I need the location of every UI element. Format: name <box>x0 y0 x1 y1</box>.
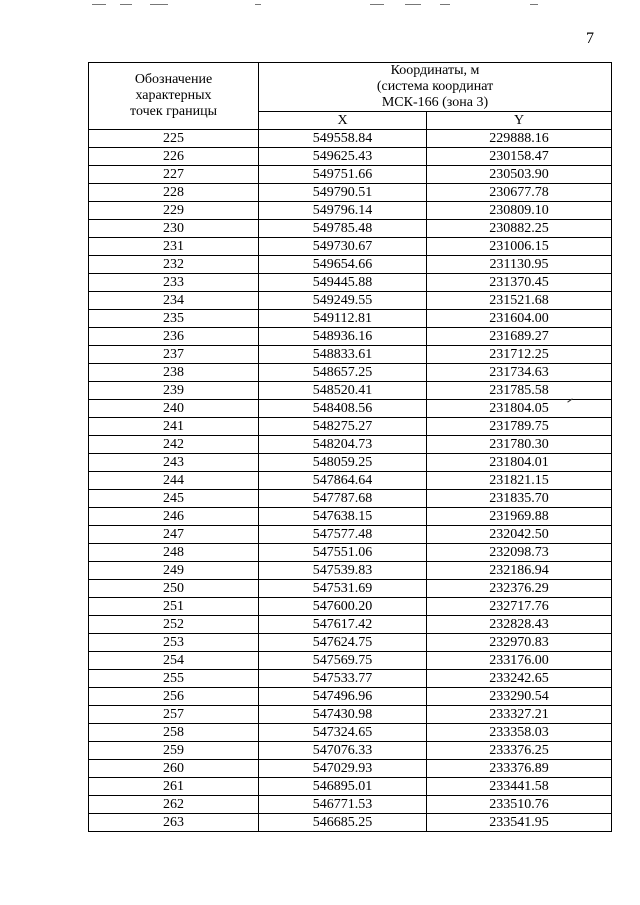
x-cell: 549785.48 <box>259 220 427 238</box>
header-designation-line-3: точек границы <box>130 104 217 119</box>
table-row <box>89 310 612 328</box>
table-row <box>89 796 612 814</box>
point-id-cell: 259 <box>89 742 259 760</box>
y-cell: 231969.88 <box>427 508 612 526</box>
x-cell: 549112.81 <box>259 310 427 328</box>
x-cell: 546685.25 <box>259 814 427 832</box>
y-cell: 231006.15 <box>427 238 612 256</box>
header-coords-line-3: МСК-166 (зона 3) <box>381 95 489 110</box>
header-coordinates <box>259 63 612 112</box>
table-row <box>89 328 612 346</box>
header-y: Y <box>427 112 612 130</box>
table-row <box>89 778 612 796</box>
y-cell: 231835.70 <box>427 490 612 508</box>
table-body <box>89 130 612 832</box>
scan-artifact-marks <box>0 4 640 8</box>
y-cell: 231804.01 <box>427 454 612 472</box>
table-row <box>89 760 612 778</box>
table-row <box>89 652 612 670</box>
point-id-cell: 261 <box>89 778 259 796</box>
y-cell: 233441.58 <box>427 778 612 796</box>
table-row <box>89 508 612 526</box>
x-cell: 547624.75 <box>259 634 427 652</box>
x-cell: 548204.73 <box>259 436 427 454</box>
table-row <box>89 274 612 292</box>
point-id-cell: 248 <box>89 544 259 562</box>
y-cell: 231604.00 <box>427 310 612 328</box>
point-id-cell: 263 <box>89 814 259 832</box>
table-row <box>89 724 612 742</box>
x-cell: 547638.15 <box>259 508 427 526</box>
x-cell: 547029.93 <box>259 760 427 778</box>
x-cell: 549730.67 <box>259 238 427 256</box>
table-row <box>89 418 612 436</box>
y-cell: 233242.65 <box>427 670 612 688</box>
x-cell: 549790.51 <box>259 184 427 202</box>
y-cell: 229888.16 <box>427 130 612 148</box>
y-cell: 230158.47 <box>427 148 612 166</box>
x-cell: 547539.83 <box>259 562 427 580</box>
x-cell: 548833.61 <box>259 346 427 364</box>
y-cell: 230882.25 <box>427 220 612 238</box>
y-cell: 233510.76 <box>427 796 612 814</box>
y-cell: 232186.94 <box>427 562 612 580</box>
point-id-cell: 233 <box>89 274 259 292</box>
x-cell: 548059.25 <box>259 454 427 472</box>
x-cell: 548657.25 <box>259 364 427 382</box>
y-cell: 233327.21 <box>427 706 612 724</box>
x-cell: 548408.56 <box>259 400 427 418</box>
table-row <box>89 814 612 832</box>
table-row <box>89 562 612 580</box>
y-cell: 231130.95 <box>427 256 612 274</box>
point-id-cell: 253 <box>89 634 259 652</box>
point-id-cell: 226 <box>89 148 259 166</box>
y-cell: 231712.25 <box>427 346 612 364</box>
point-id-cell: 240 <box>89 400 259 418</box>
x-cell: 548936.16 <box>259 328 427 346</box>
y-cell: 233176.00 <box>427 652 612 670</box>
point-id-cell: 241 <box>89 418 259 436</box>
header-x: X <box>259 112 427 130</box>
table-row <box>89 364 612 382</box>
table-row <box>89 166 612 184</box>
x-cell: 549751.66 <box>259 166 427 184</box>
page-number: 7 <box>586 30 594 47</box>
point-id-cell: 229 <box>89 202 259 220</box>
x-cell: 547787.68 <box>259 490 427 508</box>
point-id-cell: 235 <box>89 310 259 328</box>
y-cell: 231821.15 <box>427 472 612 490</box>
table-row <box>89 382 612 400</box>
point-id-cell: 256 <box>89 688 259 706</box>
point-id-cell: 249 <box>89 562 259 580</box>
x-cell: 548275.27 <box>259 418 427 436</box>
y-cell: 232970.83 <box>427 634 612 652</box>
x-cell: 547600.20 <box>259 598 427 616</box>
point-id-cell: 250 <box>89 580 259 598</box>
point-id-cell: 230 <box>89 220 259 238</box>
y-cell: 231689.27 <box>427 328 612 346</box>
table-row <box>89 400 612 418</box>
point-id-cell: 255 <box>89 670 259 688</box>
point-id-cell: 258 <box>89 724 259 742</box>
table-row <box>89 220 612 238</box>
table-row <box>89 202 612 220</box>
x-cell: 549654.66 <box>259 256 427 274</box>
table-row <box>89 238 612 256</box>
x-cell: 548520.41 <box>259 382 427 400</box>
y-cell: 231785.58 <box>427 382 612 400</box>
table-row <box>89 634 612 652</box>
y-cell: 231521.68 <box>427 292 612 310</box>
point-id-cell: 254 <box>89 652 259 670</box>
y-cell: 233376.89 <box>427 760 612 778</box>
table-row <box>89 148 612 166</box>
x-cell: 549249.55 <box>259 292 427 310</box>
y-cell: 231734.63 <box>427 364 612 382</box>
table-row <box>89 526 612 544</box>
x-cell: 546771.53 <box>259 796 427 814</box>
header-coords-line-2: (система координат <box>376 79 494 94</box>
y-cell: 231370.45 <box>427 274 612 292</box>
x-cell: 547496.96 <box>259 688 427 706</box>
x-cell: 549558.84 <box>259 130 427 148</box>
table-row <box>89 292 612 310</box>
point-id-cell: 242 <box>89 436 259 454</box>
y-cell: 232098.73 <box>427 544 612 562</box>
table-row <box>89 616 612 634</box>
point-id-cell: 234 <box>89 292 259 310</box>
x-cell: 547569.75 <box>259 652 427 670</box>
table-header <box>89 63 612 130</box>
table-row <box>89 580 612 598</box>
table-row <box>89 454 612 472</box>
x-cell: 547577.48 <box>259 526 427 544</box>
table-row <box>89 256 612 274</box>
point-id-cell: 245 <box>89 490 259 508</box>
table-row <box>89 670 612 688</box>
table-row <box>89 130 612 148</box>
header-designation-line-1: Обозначение <box>134 72 213 87</box>
point-id-cell: 232 <box>89 256 259 274</box>
point-id-cell: 257 <box>89 706 259 724</box>
y-cell: 230503.90 <box>427 166 612 184</box>
y-cell: 232717.76 <box>427 598 612 616</box>
header-coords-line-1: Координаты, м <box>390 63 480 78</box>
point-id-cell: 262 <box>89 796 259 814</box>
y-cell: 233376.25 <box>427 742 612 760</box>
header-designation-line-2: характерных <box>135 88 212 103</box>
point-id-cell: 244 <box>89 472 259 490</box>
point-id-cell: 260 <box>89 760 259 778</box>
point-id-cell: 236 <box>89 328 259 346</box>
table-row <box>89 688 612 706</box>
x-cell: 549625.43 <box>259 148 427 166</box>
point-id-cell: 247 <box>89 526 259 544</box>
point-id-cell: 231 <box>89 238 259 256</box>
x-cell: 549445.88 <box>259 274 427 292</box>
header-point-designation <box>89 63 259 130</box>
point-id-cell: 246 <box>89 508 259 526</box>
point-id-cell: 239 <box>89 382 259 400</box>
table-row <box>89 706 612 724</box>
y-cell: 233358.03 <box>427 724 612 742</box>
x-cell: 547533.77 <box>259 670 427 688</box>
x-cell: 547864.64 <box>259 472 427 490</box>
y-cell: 233541.95 <box>427 814 612 832</box>
y-cell: 230809.10 <box>427 202 612 220</box>
x-cell: 547324.65 <box>259 724 427 742</box>
table-row <box>89 472 612 490</box>
y-cell: 232828.43 <box>427 616 612 634</box>
point-id-cell: 252 <box>89 616 259 634</box>
table-row <box>89 544 612 562</box>
point-id-cell: 251 <box>89 598 259 616</box>
x-cell: 546895.01 <box>259 778 427 796</box>
x-cell: 547551.06 <box>259 544 427 562</box>
table-row <box>89 184 612 202</box>
point-id-cell: 237 <box>89 346 259 364</box>
y-cell: 231804.05 <box>427 400 612 418</box>
point-id-cell: 225 <box>89 130 259 148</box>
x-cell: 547430.98 <box>259 706 427 724</box>
point-id-cell: 227 <box>89 166 259 184</box>
x-cell: 547531.69 <box>259 580 427 598</box>
table-row <box>89 436 612 454</box>
point-id-cell: 243 <box>89 454 259 472</box>
point-id-cell: 228 <box>89 184 259 202</box>
table-row <box>89 598 612 616</box>
coordinates-table <box>88 62 612 832</box>
table-row <box>89 490 612 508</box>
y-cell: 230677.78 <box>427 184 612 202</box>
x-cell: 547076.33 <box>259 742 427 760</box>
x-cell: 547617.42 <box>259 616 427 634</box>
y-cell: 232042.50 <box>427 526 612 544</box>
y-cell: 233290.54 <box>427 688 612 706</box>
y-cell: 231789.75 <box>427 418 612 436</box>
table-row <box>89 742 612 760</box>
y-cell: 232376.29 <box>427 580 612 598</box>
y-cell: 231780.30 <box>427 436 612 454</box>
point-id-cell: 238 <box>89 364 259 382</box>
x-cell: 549796.14 <box>259 202 427 220</box>
table-row <box>89 346 612 364</box>
